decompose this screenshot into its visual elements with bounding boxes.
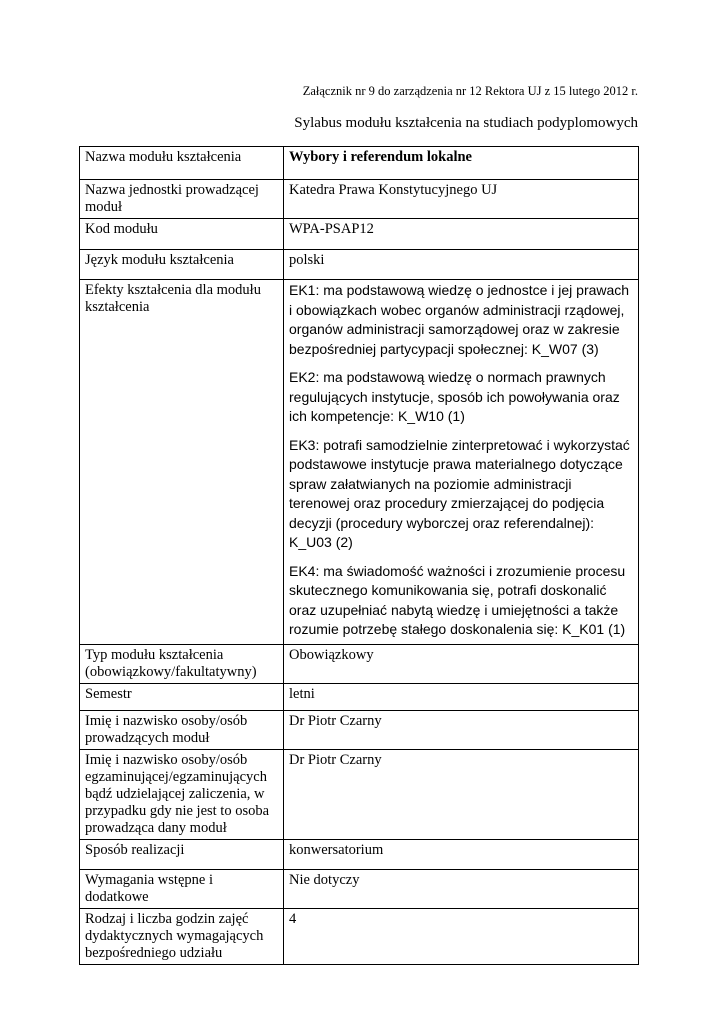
syllabus-title: Sylabus modułu kształcenia na studiach podyplomowych xyxy=(294,115,638,131)
lecturer-value: Dr Piotr Czarny xyxy=(284,710,639,749)
outcomes-label: Efekty kształcenia dla modułu kształcenia xyxy=(80,280,284,645)
syllabus-table xyxy=(79,146,639,965)
code-value: WPA-PSAP12 xyxy=(284,219,639,250)
row-method xyxy=(80,839,639,869)
outcomes-value xyxy=(284,280,639,645)
language-label: Język modułu kształcenia xyxy=(80,250,284,280)
semester-label: Semestr xyxy=(80,683,284,710)
type-value: Obowiązkowy xyxy=(284,644,639,683)
outcome-ek2: EK2: ma podstawową wiedzę o normach prawnych regulujących instytucje, sposób ich powoływania oraz ich kompetencje: K_W10 (1) xyxy=(289,369,620,424)
row-examiner xyxy=(80,749,639,839)
module-name-label: Nazwa modułu kształcenia xyxy=(80,147,284,180)
row-type xyxy=(80,644,639,683)
lecturer-label: Imię i nazwisko osoby/osób prowadzących moduł xyxy=(80,710,284,749)
semester-value: letni xyxy=(284,683,639,710)
outcome-ek4: EK4: ma świadomość ważności i zrozumienie procesu skutecznego komunikowania się, potrafi doskonalić oraz uzupełniać nabytą wiedzę i umiejętności a także rozumie potrzebę stałego doskonalenia się: K_K01 (1) xyxy=(289,562,626,637)
row-language xyxy=(80,250,639,280)
method-label: Sposób realizacji xyxy=(80,839,284,869)
prerequisites-label: Wymagania wstępne i dodatkowe xyxy=(80,869,284,908)
row-module-name xyxy=(80,147,639,180)
row-code xyxy=(80,219,639,250)
row-outcomes xyxy=(80,280,639,645)
row-lecturer xyxy=(80,710,639,749)
hours-value: 4 xyxy=(284,908,639,964)
prerequisites-value: Nie dotyczy xyxy=(284,869,639,908)
unit-value: Katedra Prawa Konstytucyjnego UJ xyxy=(284,180,639,219)
module-name-value: Wybory i referendum lokalne xyxy=(284,147,639,180)
method-value: konwersatorium xyxy=(284,839,639,869)
row-semester xyxy=(80,683,639,710)
row-unit xyxy=(80,180,639,219)
code-label: Kod modułu xyxy=(80,219,284,250)
language-value: polski xyxy=(284,250,639,280)
unit-label: Nazwa jednostki prowadzącej moduł xyxy=(80,180,284,219)
hours-label: Rodzaj i liczba godzin zajęć dydaktycznych wymagających bezpośredniego udziału xyxy=(80,908,284,964)
outcome-ek3: EK3: potrafi samodzielnie zinterpretować i wykorzystać podstawowe instytucje prawa materialnego dotyczące spraw załatwianych na poziomie administracji terenowej oraz procedury zmierzającej do podjęcia decyzji (procedury wyborczej oraz referendalnej): K_U03 (2) xyxy=(289,436,630,550)
type-label: Typ modułu kształcenia (obowiązkowy/fakultatywny) xyxy=(80,644,284,683)
examiner-value: Dr Piotr Czarny xyxy=(284,749,639,839)
row-prerequisites xyxy=(80,869,639,908)
attachment-note: Załącznik nr 9 do zarządzenia nr 12 Rektora UJ z 15 lutego 2012 r. xyxy=(302,84,638,98)
outcome-ek1: EK1: ma podstawową wiedzę o jednostce i jej prawach i obowiązkach wobec organów administracji rządowej, organów administracji samorządowej oraz w zakresie bezpośredniej partycypacji społecznej: K_W07 (3) xyxy=(289,282,630,357)
examiner-label: Imię i nazwisko osoby/osób egzaminującej/egzaminujących bądź udzielającej zaliczenia, w przypadku gdy nie jest to osoba prowadząca dany moduł xyxy=(80,749,284,839)
row-hours xyxy=(80,908,639,964)
